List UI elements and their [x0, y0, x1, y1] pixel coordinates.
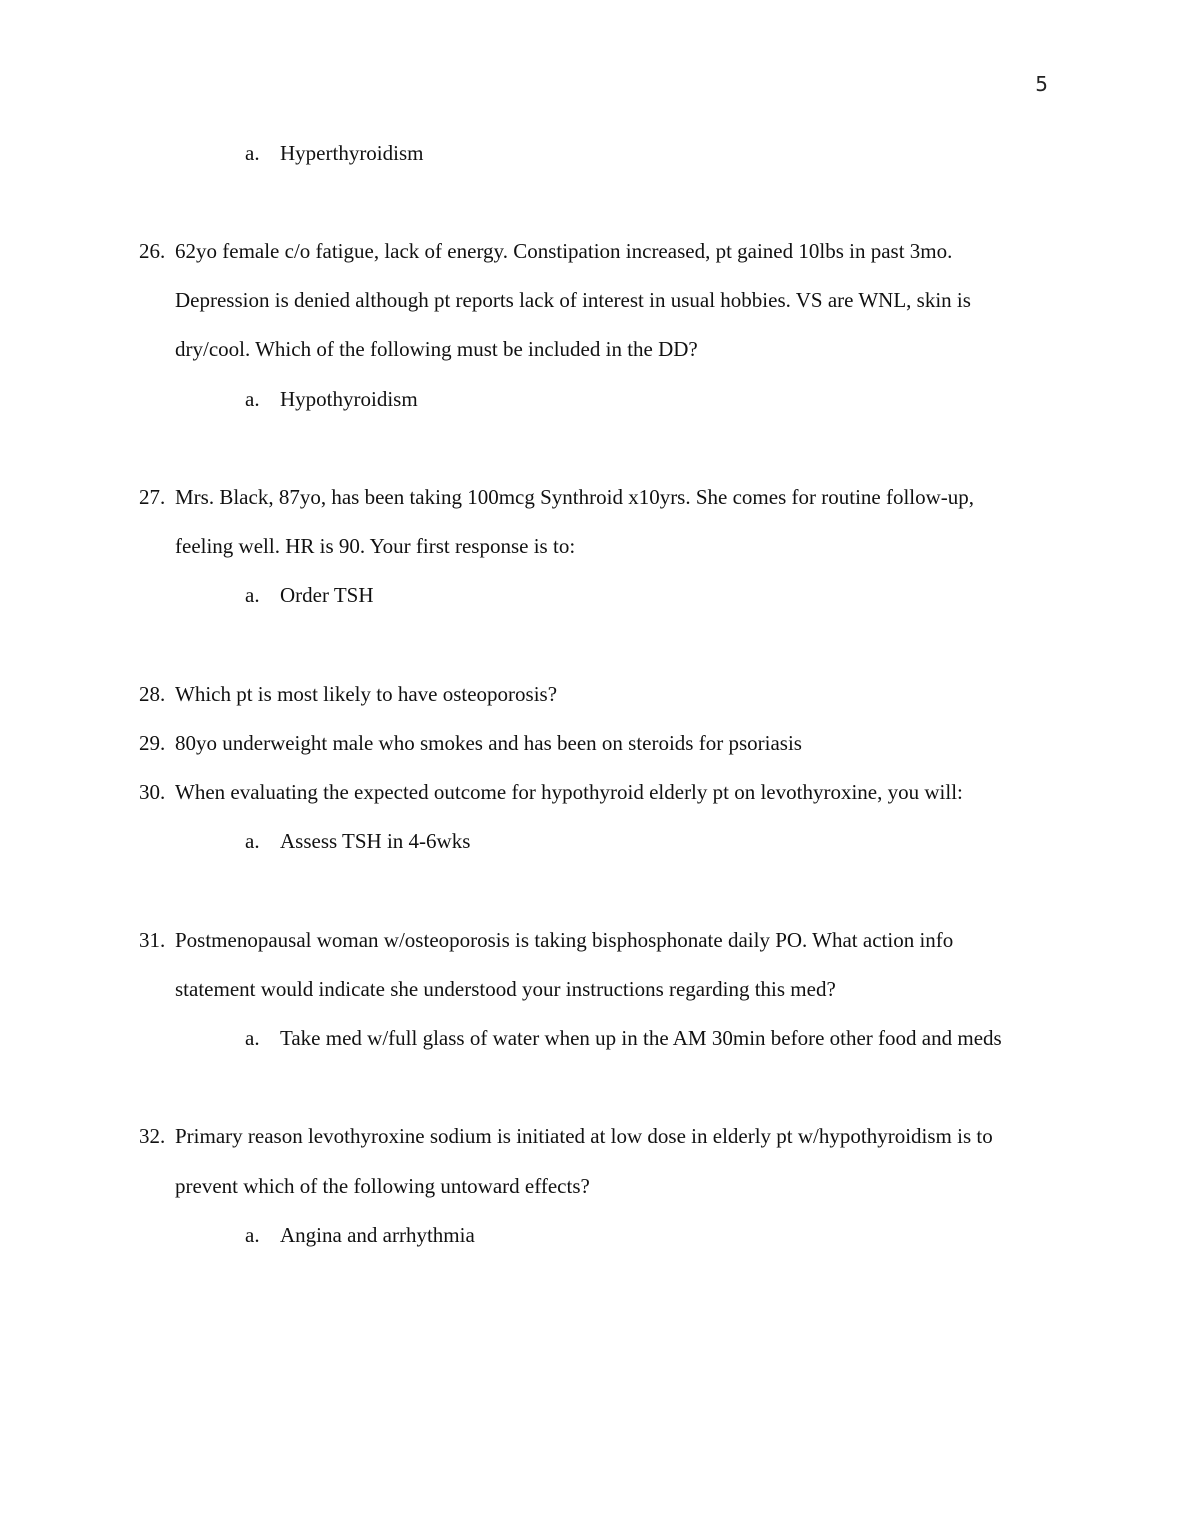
question-text-line: prevent which of the following untoward effects?	[175, 1174, 590, 1198]
answer-letter: a.	[245, 141, 260, 165]
answer-text: Take med w/full glass of water when up in the AM 30min before other food and meds	[280, 1026, 1002, 1050]
answer-text: Angina and arrhythmia	[280, 1223, 475, 1247]
question-text-line: dry/cool. Which of the following must be included in the DD?	[175, 337, 698, 361]
question-text-line: Primary reason levothyroxine sodium is initiated at low dose in elderly pt w/hypothyroidism is to	[175, 1124, 993, 1148]
question-text-line: 80yo underweight male who smokes and has been on steroids for psoriasis	[175, 731, 802, 755]
answer-text: Assess TSH in 4-6wks	[280, 829, 471, 853]
answer-letter: a.	[245, 829, 260, 853]
answer-text: Hyperthyroidism	[280, 141, 424, 165]
question-text-line: Postmenopausal woman w/osteoporosis is taking bisphosphonate daily PO. What action info	[175, 928, 954, 952]
answer-letter: a.	[245, 1026, 260, 1050]
question-text-line: 62yo female c/o fatigue, lack of energy. Constipation increased, pt gained 10lbs in past 3mo.	[175, 239, 953, 263]
question-number: 28.	[139, 682, 166, 706]
question-number: 32.	[139, 1124, 166, 1148]
question-number: 30.	[139, 780, 166, 804]
question-text-line: Mrs. Black, 87yo, has been taking 100mcg Synthroid x10yrs. She comes for routine follow-up,	[175, 485, 975, 509]
question-text-line: Which pt is most likely to have osteoporosis?	[175, 682, 558, 706]
question-text-line: Depression is denied although pt reports lack of interest in usual hobbies. VS are WNL, skin is	[175, 288, 971, 312]
question-number: 29.	[139, 731, 166, 755]
answer-text: Order TSH	[280, 583, 374, 607]
question-text-line: feeling well. HR is 90. Your first response is to:	[175, 534, 576, 558]
question-text-line: statement would indicate she understood your instructions regarding this med?	[175, 977, 836, 1001]
answer-letter: a.	[245, 387, 260, 411]
page-number: 5	[1035, 72, 1048, 96]
answer-letter: a.	[245, 583, 260, 607]
question-number: 27.	[139, 485, 166, 509]
question-text-line: When evaluating the expected outcome for hypothyroid elderly pt on levothyroxine, you will:	[175, 780, 963, 804]
question-number: 31.	[139, 928, 166, 952]
question-number: 26.	[139, 239, 166, 263]
answer-letter: a.	[245, 1223, 260, 1247]
answer-text: Hypothyroidism	[280, 387, 418, 411]
